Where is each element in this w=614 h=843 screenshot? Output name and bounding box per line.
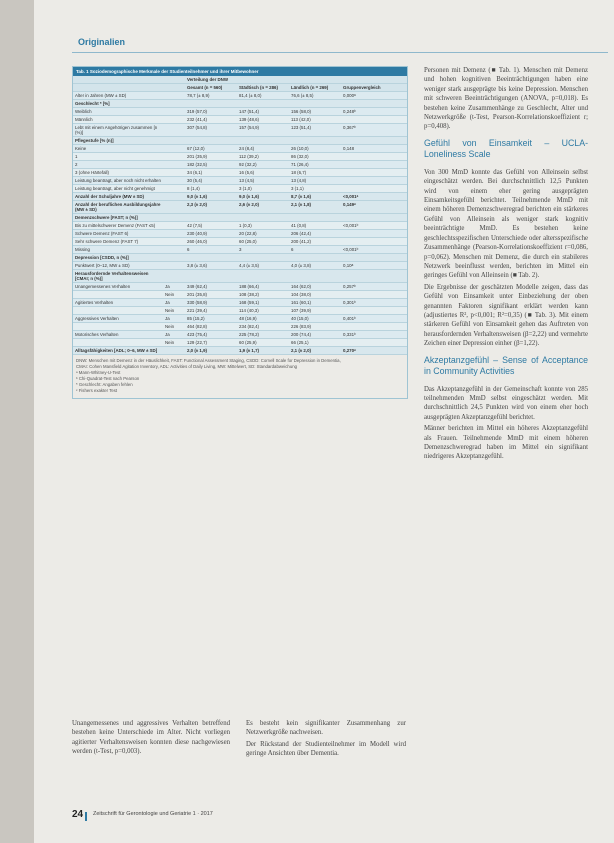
table-cell: 221 (39,4) bbox=[185, 307, 237, 315]
table-cell bbox=[341, 177, 407, 185]
footnote: ᵃ Mann-Whitney-U-Test bbox=[76, 370, 121, 375]
column-header bbox=[163, 84, 185, 92]
table-cell: 319 (57,0) bbox=[185, 108, 237, 116]
table-cell: <0,001ᵇ bbox=[341, 246, 407, 254]
footnote: CMAI: Cohen Mansfield Agitation Inventory, ADL: Activities of Daily Living, MW: Mittelwert, SD: Standardabweichung bbox=[76, 364, 297, 369]
table-cell: Aggressives Verhalten bbox=[73, 315, 163, 323]
table-cell: 48 (16,9) bbox=[237, 315, 289, 323]
table-cell: 161 (60,1) bbox=[289, 299, 341, 307]
table-cell: Unangemessenes Verhalten bbox=[73, 283, 163, 291]
table-row bbox=[73, 92, 407, 100]
table-cell bbox=[289, 214, 341, 222]
table-cell: 3 (1,1) bbox=[289, 185, 341, 193]
table-cell: 41 (0,8) bbox=[289, 222, 341, 230]
table-cell: 107 (39,9) bbox=[289, 307, 341, 315]
table-cell bbox=[163, 262, 185, 270]
table-cell: Schwere Demenz (FAST 6) bbox=[73, 230, 163, 238]
table-cell bbox=[341, 254, 407, 262]
table-cell bbox=[341, 100, 407, 108]
table-cell: 8,7 (± 1,6) bbox=[289, 193, 341, 201]
table-cell bbox=[163, 169, 185, 177]
subheading-acceptance: Akzeptanzgefühl – Sense of Acceptance in Community Activities bbox=[424, 354, 588, 376]
footnote: * Geschlecht: Angaben fehlen bbox=[76, 382, 133, 387]
table-cell bbox=[163, 347, 185, 355]
table-row bbox=[73, 315, 407, 323]
table-cell bbox=[341, 185, 407, 193]
data-table bbox=[73, 76, 407, 355]
table-row bbox=[73, 347, 407, 355]
table-cell: 147 (51,4) bbox=[237, 108, 289, 116]
table-cell: 330 (58,9) bbox=[185, 299, 237, 307]
table-cell: 9,0 (± 1,6) bbox=[237, 193, 289, 201]
column-header: Gesamt (n = 560) bbox=[185, 84, 237, 92]
table-row bbox=[73, 331, 407, 339]
page-number: 24 bbox=[72, 809, 84, 820]
table-cell: 67 (12,0) bbox=[185, 145, 237, 153]
footnote: ᶜ Fishers exakter Test bbox=[76, 388, 118, 393]
table-cell bbox=[237, 137, 289, 145]
table-cell: Punktwert (0–12, MW ± SD) bbox=[73, 262, 163, 270]
table-cell bbox=[163, 124, 185, 137]
table-cell: 0,367ᵇ bbox=[341, 124, 407, 137]
table-cell: Ja bbox=[163, 331, 185, 339]
table-row bbox=[73, 230, 407, 238]
table-row bbox=[73, 124, 407, 137]
table-row bbox=[73, 161, 407, 169]
table-cell bbox=[163, 116, 185, 124]
table-cell: Motorisches Verhalten bbox=[73, 331, 163, 339]
table-cell: 307 (54,8) bbox=[185, 124, 237, 137]
table-cell: 182 (32,5) bbox=[185, 161, 237, 169]
table-row bbox=[73, 283, 407, 291]
column-header: Städtisch (n = 286) bbox=[237, 84, 289, 92]
footer-divider bbox=[85, 812, 87, 821]
table-cell bbox=[163, 153, 185, 161]
table-cell: 156 (58,0) bbox=[289, 108, 341, 116]
table-row bbox=[73, 291, 407, 299]
table-cell: 1,9 (± 1,7) bbox=[237, 347, 289, 355]
table-cell bbox=[163, 161, 185, 169]
table-cell bbox=[163, 254, 185, 262]
table-row bbox=[73, 262, 407, 270]
table-cell bbox=[185, 254, 237, 262]
footnote: ᵇ Chi-Quadrat-Test nach Pearson bbox=[76, 376, 140, 381]
table-cell: Lebt mit einem Angehörigen zusammen [n (%)] bbox=[73, 124, 163, 137]
table-cell: Depression [CSDD, n (%)] bbox=[73, 254, 163, 262]
table-cell: Ja bbox=[163, 299, 185, 307]
table-cell: Geschlecht * [%] bbox=[73, 100, 163, 108]
table-cell bbox=[237, 100, 289, 108]
table-cell bbox=[341, 291, 407, 299]
table-cell: Nein bbox=[163, 323, 185, 331]
table-cell: 3 (1,0) bbox=[237, 185, 289, 193]
table-cell: 0,270ᵃ bbox=[341, 347, 407, 355]
table-cell: Anzahl der Schuljahre (MW ± SD) bbox=[73, 193, 163, 201]
paragraph: Personen mit Demenz (■ Tab. 1). Menschen mit Demenz und hohen kognitiven Beeinträchtigungen haben eine weniger stark ausgeprägte bis keine Depression. Menschen mit schweren Beeinträchtigungen (ANOVA, p=0,018). Es bestehen keine Zusammenhänge zu Geschlecht, Alter und Netzwerkgröße (t-Test, Pearson-Korrelationskoeffizient r; p=0,408). bbox=[424, 67, 588, 131]
table-cell: 6 bbox=[185, 246, 237, 254]
table-row bbox=[73, 137, 407, 145]
table-cell bbox=[185, 270, 237, 283]
table-cell: 0,000ᵃ bbox=[341, 92, 407, 100]
table-cell bbox=[341, 339, 407, 347]
table-cell: 81,4 (± 8,0) bbox=[237, 92, 289, 100]
table-cell bbox=[289, 254, 341, 262]
table-cell bbox=[163, 137, 185, 145]
table-cell: Leistung beantragt, aber nicht genehmigt bbox=[73, 185, 163, 193]
header-group-label: Verteilung der DNW bbox=[185, 76, 341, 84]
table-cell: 168 (59,1) bbox=[237, 299, 289, 307]
table-cell: 114 (40,3) bbox=[237, 307, 289, 315]
table-cell: 1 bbox=[73, 153, 163, 161]
table-row bbox=[73, 193, 407, 201]
table-cell: 164 (62,0) bbox=[289, 283, 341, 291]
table-cell bbox=[163, 222, 185, 230]
section-label: Originalien bbox=[78, 37, 126, 47]
table-cell bbox=[289, 137, 341, 145]
table-cell: 0,148 bbox=[341, 145, 407, 153]
table-cell bbox=[237, 214, 289, 222]
table-cell: 188 (66,4) bbox=[237, 283, 289, 291]
table-cell: 9,0 (± 1,6) bbox=[185, 193, 237, 201]
column-header: Gruppenvergleich bbox=[341, 84, 407, 92]
table-cell bbox=[73, 291, 163, 299]
table-row bbox=[73, 307, 407, 315]
table-cell: 24 (8,4) bbox=[237, 145, 289, 153]
paragraph: Männer berichten im Mittel ein höheres Akzeptanzgefühl als Frauen. Teilnehmende MmD mit einem höheren Demenzschweregrad haben im Mittel ein signifikant niedrigeres Akzeptanzgefühl. bbox=[424, 425, 588, 461]
table-row bbox=[73, 153, 407, 161]
table-cell: 0,401ᵇ bbox=[341, 315, 407, 323]
table-cell: <0,001ᵇ bbox=[341, 222, 407, 230]
table-footnotes bbox=[73, 355, 407, 398]
table-cell bbox=[341, 153, 407, 161]
table-cell bbox=[73, 339, 163, 347]
table-row bbox=[73, 108, 407, 116]
table-cell bbox=[163, 246, 185, 254]
table-cell bbox=[341, 169, 407, 177]
table-caption: Tab. 1 Soziodemographische Merkmale der Studienteilnehmer und ihrer Mitbewohner bbox=[73, 67, 407, 76]
journal-name: Zeitschrift für Gerontologie und Geriatrie 1 · 2017 bbox=[93, 811, 213, 817]
table-cell: 6 bbox=[289, 246, 341, 254]
table-cell: 13 (4,5) bbox=[237, 177, 289, 185]
table-cell: 42 (7,5) bbox=[185, 222, 237, 230]
table-cell: 4,4 (± 3,5) bbox=[237, 262, 289, 270]
table-row bbox=[73, 100, 407, 108]
table-cell: 26 (10,0) bbox=[289, 145, 341, 153]
middle-column-bottom bbox=[246, 719, 406, 761]
column-header bbox=[73, 84, 163, 92]
table-row bbox=[73, 299, 407, 307]
table-cell bbox=[163, 108, 185, 116]
table-cell: Weiblich bbox=[73, 108, 163, 116]
table-cell: 0,10ᵃ bbox=[341, 262, 407, 270]
table-cell bbox=[163, 238, 185, 246]
table-cell: 86 (32,0) bbox=[289, 153, 341, 161]
table-cell: 34 (6,1) bbox=[185, 169, 237, 177]
table-cell: Pflegestufe [% (n)] bbox=[73, 137, 163, 145]
table-cell bbox=[341, 230, 407, 238]
table-cell bbox=[237, 270, 289, 283]
table-cell: 8 (1,4) bbox=[185, 185, 237, 193]
table-cell: 104 (38,0) bbox=[289, 291, 341, 299]
table-cell bbox=[185, 137, 237, 145]
table-cell: 113 (42,0) bbox=[289, 116, 341, 124]
table-cell: 206 (42,4) bbox=[289, 230, 341, 238]
table-cell bbox=[185, 100, 237, 108]
table-cell bbox=[163, 230, 185, 238]
table-cell bbox=[237, 254, 289, 262]
table-cell: 3 (ohne Härtefall) bbox=[73, 169, 163, 177]
table-cell bbox=[289, 100, 341, 108]
table-row bbox=[73, 145, 407, 153]
table-cell: Bis zu mittelschwerer Demenz (FAST ≤5) bbox=[73, 222, 163, 230]
table-cell: 139 (48,6) bbox=[237, 116, 289, 124]
table-cell bbox=[185, 214, 237, 222]
left-column-bottom bbox=[72, 719, 230, 759]
table-row bbox=[73, 214, 407, 222]
table-cell: 201 (35,9) bbox=[185, 153, 237, 161]
table-cell: 200 (41,2) bbox=[289, 238, 341, 246]
table-cell: 66 (25,1) bbox=[289, 339, 341, 347]
table-cell bbox=[341, 116, 407, 124]
table-cell: 108 (38,2) bbox=[237, 291, 289, 299]
table-cell: 201 (35,8) bbox=[185, 291, 237, 299]
table-1 bbox=[72, 66, 408, 399]
table-cell: 4,0 (± 3,8) bbox=[289, 262, 341, 270]
table-cell: Agitiertes Verhalten bbox=[73, 299, 163, 307]
table-row bbox=[73, 169, 407, 177]
paragraph: Der Rückstand der Studienteilnehmer im Modell wird geringe Ansichten über Dementia. bbox=[246, 740, 406, 758]
table-cell: 2,1 (± 2,0) bbox=[289, 347, 341, 355]
table-cell: Alter in Jahren (MW ± SD) bbox=[73, 92, 163, 100]
table-row bbox=[73, 177, 407, 185]
table-cell bbox=[163, 177, 185, 185]
table-cell bbox=[163, 92, 185, 100]
paragraph: Es besteht kein signifikanter Zusammenhang zur Netzwerkgröße nachweisen. bbox=[246, 720, 406, 737]
table-cell: 60 (25,0) bbox=[237, 238, 289, 246]
table-cell: 30 (5,4) bbox=[185, 177, 237, 185]
table-cell bbox=[341, 238, 407, 246]
subheading-loneliness: Gefühl von Einsamkeit – UCLA-Loneliness Scale bbox=[424, 137, 588, 159]
footnote: DNW: Menschen mit Demenz in der Häuslichkeit, FAST: Functional Assessment Staging, CSDD: Cornell Scale for Depression in Dementia, bbox=[76, 358, 341, 363]
table-cell: 0,149ᵃ bbox=[341, 201, 407, 214]
table-row bbox=[73, 323, 407, 331]
table-cell: 232 (41,4) bbox=[185, 116, 237, 124]
table-row bbox=[73, 238, 407, 246]
table-row bbox=[73, 270, 407, 283]
table-cell: 13 (4,8) bbox=[289, 177, 341, 185]
table-cell: 129 (22,7) bbox=[185, 339, 237, 347]
table-cell: 18 (6,7) bbox=[289, 169, 341, 177]
table-cell bbox=[341, 161, 407, 169]
table-cell: 423 (75,4) bbox=[185, 331, 237, 339]
table-cell: <0,001ᵃ bbox=[341, 193, 407, 201]
table-cell bbox=[163, 185, 185, 193]
table-cell bbox=[73, 307, 163, 315]
paragraph: Unangemessenes und aggressives Verhalten betreffend bestehen keine Unterschiede im Alter. Nicht vorliegen agitierter Verhaltensweisen konnten diese nachgewiesen werden (t-Test, p=0,003). bbox=[72, 720, 230, 756]
table-cell: 60 (25,9) bbox=[237, 339, 289, 347]
table-cell: 123 (51,4) bbox=[289, 124, 341, 137]
table-cell: 234 (82,4) bbox=[237, 323, 289, 331]
table-cell bbox=[289, 270, 341, 283]
table-cell: Männlich bbox=[73, 116, 163, 124]
table-cell: Nein bbox=[163, 339, 185, 347]
table-cell bbox=[341, 323, 407, 331]
table-cell: 112 (39,2) bbox=[237, 153, 289, 161]
table-cell: Nein bbox=[163, 307, 185, 315]
table-cell: Anzahl der beruflichen Ausbildungsjahre (MW ± SD) bbox=[73, 201, 163, 214]
table-cell bbox=[163, 214, 185, 222]
table-cell: 225 (78,2) bbox=[237, 331, 289, 339]
table-cell: 3 bbox=[237, 246, 289, 254]
table-cell bbox=[163, 145, 185, 153]
table-cell: 349 (62,4) bbox=[185, 283, 237, 291]
table-cell bbox=[341, 214, 407, 222]
table-header-row bbox=[73, 84, 407, 92]
table-row bbox=[73, 185, 407, 193]
table-cell: Nein bbox=[163, 291, 185, 299]
table-cell bbox=[163, 193, 185, 201]
table-row bbox=[73, 222, 407, 230]
right-column bbox=[424, 66, 588, 464]
paragraph: Die Ergebnisse der geschätzten Modelle zeigen, dass das Gefühl von Einsamkeit unter Einbeziehung der oben genannten Faktoren signifikant erklärt werden kann (adjustiertes R², p<0,001; R²=0,35) (■ Tab. 3). Mit einem stärkeren Gefühl von Einsamkeit gehen das Auftreten von herausfordernden Verhaltensweisen (β=2,22) und vermehrte Zeichen einer Depression einher (β=1,22). bbox=[424, 283, 588, 348]
table-row bbox=[73, 201, 407, 214]
section-divider bbox=[72, 52, 608, 53]
table-cell: 16 (5,6) bbox=[237, 169, 289, 177]
table-cell: 200 (74,4) bbox=[289, 331, 341, 339]
table-cell: 2,3 (± 2,0) bbox=[185, 201, 237, 214]
table-cell: Demenzschwere [FAST; n (%)] bbox=[73, 214, 163, 222]
table-cell: 2,1 (± 1,8) bbox=[289, 201, 341, 214]
table-cell: 0,331ᵇ bbox=[341, 331, 407, 339]
table-cell: 0,301ᵇ bbox=[341, 299, 407, 307]
table-cell: 76,6 (± 8,5) bbox=[289, 92, 341, 100]
table-cell: 78,7 (± 8,9) bbox=[185, 92, 237, 100]
table-cell: Ja bbox=[163, 315, 185, 323]
table-cell: Sehr schwere Demenz (FAST 7) bbox=[73, 238, 163, 246]
table-cell: 230 (40,9) bbox=[185, 230, 237, 238]
table-cell bbox=[163, 100, 185, 108]
paragraph: Das Akzeptanzgefühl in der Gemeinschaft konnte von 285 teilnehmenden MmD selbst eingeschätzt werden. Mit durchschnittlich 24,5 Punkten wird von einem eher hoch ausgeprägten Akzeptanzgefühl berichtet. bbox=[424, 385, 588, 421]
table-cell bbox=[341, 137, 407, 145]
table-cell: 226 (83,9) bbox=[289, 323, 341, 331]
table-row bbox=[73, 246, 407, 254]
table-cell: 40 (15,0) bbox=[289, 315, 341, 323]
table-cell: 85 (15,2) bbox=[185, 315, 237, 323]
table-cell: 3,8 (± 3,6) bbox=[185, 262, 237, 270]
table-cell: Keine bbox=[73, 145, 163, 153]
table-cell: 0,257ᵇ bbox=[341, 283, 407, 291]
table-cell bbox=[341, 307, 407, 315]
table-header-group bbox=[73, 76, 407, 84]
table-cell: Herausfordernde Verhaltensweisen [CMAI; n (%)] bbox=[73, 270, 163, 283]
table-cell: 20 (22,8) bbox=[237, 230, 289, 238]
table-cell: 92 (32,2) bbox=[237, 161, 289, 169]
table-cell: 0,248ᵇ bbox=[341, 108, 407, 116]
table-cell: Ja bbox=[163, 283, 185, 291]
table-cell: Alltagsfähigkeiten [ADL; 0–6, MW ± SD] bbox=[73, 347, 163, 355]
table-cell bbox=[163, 201, 185, 214]
table-cell: 260 (46,0) bbox=[185, 238, 237, 246]
table-cell: 2,6 (± 2,0) bbox=[237, 201, 289, 214]
table-cell: 1 (0,3) bbox=[237, 222, 289, 230]
table-cell: 157 (54,9) bbox=[237, 124, 289, 137]
table-cell: 71 (26,4) bbox=[289, 161, 341, 169]
table-cell: 2,0 (± 1,9) bbox=[185, 347, 237, 355]
table-cell: Missing bbox=[73, 246, 163, 254]
column-header: Ländlich (n = 269) bbox=[289, 84, 341, 92]
table-cell: Leistung beantragt, aber noch nicht erhalten bbox=[73, 177, 163, 185]
table-row bbox=[73, 254, 407, 262]
table-row bbox=[73, 339, 407, 347]
table-cell bbox=[341, 270, 407, 283]
table-cell: 2 bbox=[73, 161, 163, 169]
table-cell: 464 (82,8) bbox=[185, 323, 237, 331]
table-row bbox=[73, 116, 407, 124]
table-cell bbox=[73, 323, 163, 331]
paragraph: Von 300 MmD konnte das Gefühl von Alleinsein selbst eingeschätzt werden. Bei durchschnittlich 12,5 Punkten wird von einem eher gering ausgeprägten Einsamkeitsgefühl berichtet. Teilnehmende MmD mit einem höheren Demenzschweregrad berichten ein stärkeres Gefühl von Alleinsein als weniger stark kognitiv beeinträchtigte MmD. Es bestehen keine geschlechtsspezifischen Unterschiede oder altersspezifische Zusammenhänge (Pearson-Korrelationskoeffizient r=0,086, p=0,062). Menschen mit Demenz, die durch ein stabileres Netzwerk beeinflusst werden, berichten im Mittel ein geringes Gefühl von Alleinsein (■ Tab. 2). bbox=[424, 168, 588, 280]
table-cell bbox=[163, 270, 185, 283]
